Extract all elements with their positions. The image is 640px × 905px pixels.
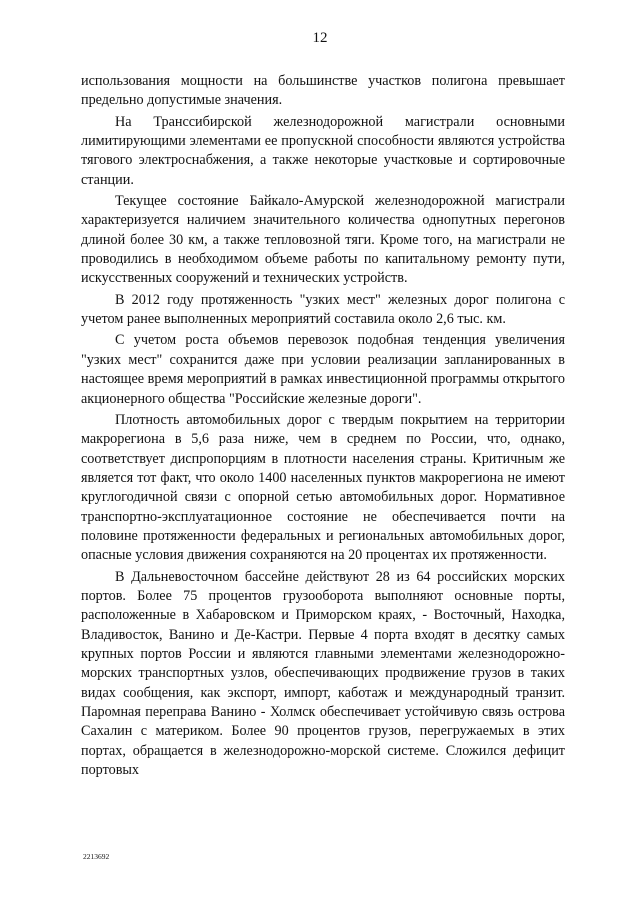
document-code: 2213692 [83,852,110,861]
paragraph-bam: Текущее состояние Байкало-Амурской железнодорожной магистрали характеризуется наличием значительного количества однопутных перегонов длиной более 30 км, а также тепловозной тяги. Кроме того, на магистрали не проводились в необходимом объеме работы по капитальному ремонту пути, искусственных сооружений и технических устройств. [81,193,565,287]
paragraph-sea-ports: В Дальневосточном бассейне действуют 28 из 64 российских морских портов. Более 75 процентов грузооборота выполняют основные порты, расположенные в Хабаровском и Приморском краях, - Восточный, Находка, Владивосток, Ванино и Де-Кастри. Первые 4 порта входят в десятку самых крупных портов России и являются главными элементами железнодорожно-морских транспортных узлов, обеспечивающих продвижение грузов в таких видах сообщения, как экспорт, импорт, каботаж и международный транзит. Паромная переправа Ванино - Холмск обеспечивает устойчивую связь острова Сахалин с материком. Более 90 процентов грузов, перегружаемых в этих портах, обращается в железнодорожно-морской системе. Сложился дефицит портовых [81,568,565,779]
paragraph-bottlenecks-2012: В 2012 году протяженность "узких мест" железных дорог полигона с учетом ранее выполненных мероприятий составила около 2,6 тыс. км. [81,291,565,328]
paragraph-transsib: На Транссибирской железнодорожной магистрали основными лимитирующими элементами ее пропускной способности являются устройства тягового электроснабжения, а также некоторые участковые и сортировочные станции. [81,113,565,188]
body-text [81,72,565,782]
page-number: 12 [312,30,328,46]
paragraph-bottlenecks-growth: С учетом роста объемов перевозок подобная тенденция увеличения "узких мест" сохранится даже при условии реализации запланированных в настоящее время мероприятий в рамках инвестиционной программы открытого акционерного общества "Российские железные дороги". [81,332,565,407]
paragraph-road-density: Плотность автомобильных дорог с твердым покрытием на территории макрорегиона в 5,6 раза ниже, чем в среднем по России, что, однако, соответствует диспропорциям в плотности населения страны. Критичным же является тот факт, что около 1400 населенных пунктов макрорегиона не имеют круглогодичной связи с опорной сетью автомобильных дорог. Нормативное транспортно-эксплуатационное состояние не обеспечивается почти на половине протяженности федеральных и региональных автомобильных дорог, опасные условия движения сохраняются на 20 процентах их протяженности. [81,411,565,564]
paragraph-continuation: использования мощности на большинстве участков полигона превышает предельно допустимые значения. [81,73,565,109]
